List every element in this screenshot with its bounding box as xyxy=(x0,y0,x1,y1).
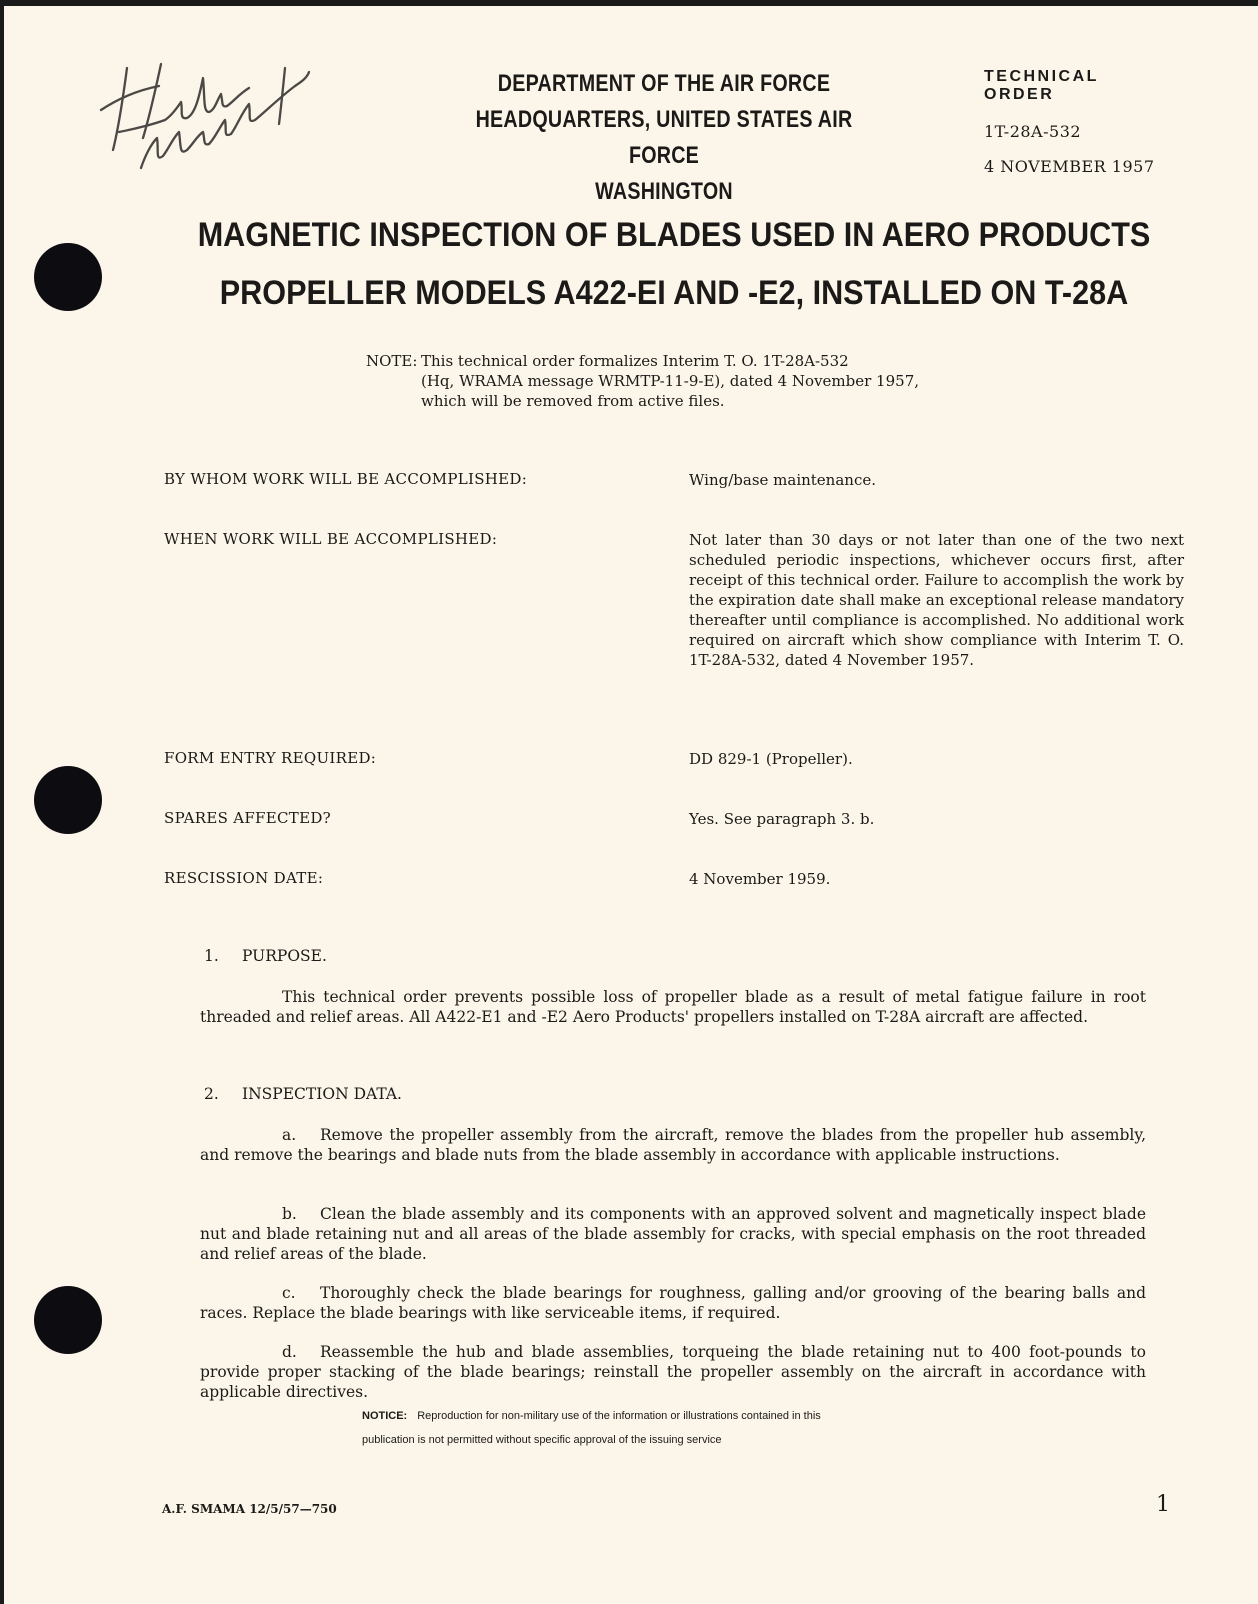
print-code: A.F. SMAMA 12/5/57—750 xyxy=(162,1502,337,1516)
punch-hole-middle xyxy=(34,766,102,834)
paragraph-2c xyxy=(200,1283,1146,1323)
field-label-by-whom: BY WHOM WORK WILL BE ACCOMPLISHED: xyxy=(164,470,528,488)
notice-label: NOTICE: xyxy=(362,1410,408,1422)
document-title xyxy=(197,206,1151,322)
order-number: 1T-28A-532 xyxy=(984,122,1082,141)
signature-icon xyxy=(99,28,339,178)
field-value-form-entry: DD 829-1 (Propeller). xyxy=(689,750,853,768)
note-label: NOTE: xyxy=(366,352,418,370)
technical-order-block xyxy=(984,68,1184,176)
notice-line-1: Reproduction for non-military use of the information or illustrations contained in this xyxy=(417,1410,821,1422)
page-number: 1 xyxy=(1156,1492,1170,1517)
section-title: PURPOSE. xyxy=(242,947,327,965)
section-1-heading xyxy=(204,947,327,965)
paragraph-text: Thoroughly check the blade bearings for roughness, galling and/or grooving of the bearing balls and races. Replace the blade bearings with like serviceable items, if required. xyxy=(200,1284,1146,1322)
document-page xyxy=(4,6,1258,1604)
section-number: 2. xyxy=(204,1085,219,1103)
field-label-spares: SPARES AFFECTED? xyxy=(164,809,332,827)
field-label-form-entry: FORM ENTRY REQUIRED: xyxy=(164,749,377,767)
paragraph-letter: b. xyxy=(282,1205,297,1223)
agency-header xyxy=(443,66,886,210)
agency-line-3: WASHINGTON xyxy=(595,178,733,205)
paragraph-2b xyxy=(200,1204,1146,1264)
agency-line-1: DEPARTMENT OF THE AIR FORCE xyxy=(497,70,831,97)
paragraph-letter: c. xyxy=(282,1284,296,1302)
field-value-by-whom: Wing/base maintenance. xyxy=(689,471,876,489)
notice-line-2: publication is not permitted without specific approval of the issuing service xyxy=(362,1434,722,1446)
section-2-heading xyxy=(204,1085,402,1103)
paragraph-text: Remove the propeller assembly from the aircraft, remove the blades from the propeller hub assembly, and remove the bearings and blade nuts from the blade assembly in accordance with applicable instructions. xyxy=(200,1126,1146,1164)
field-value-when: Not later than 30 days or not later than one of the two next scheduled periodic inspections, whichever occurs first, after receipt of this technical order. Failure to accomplish the work by the expiration date shall make an exceptional release mandatory thereafter until compliance is accomplished. No additional work required on aircraft which show compliance with Interim T. O. 1T-28A-532, dated 4 November 1957. xyxy=(689,531,1184,669)
paragraph-2a xyxy=(200,1125,1146,1165)
section-number: 1. xyxy=(204,947,219,965)
punch-hole-top xyxy=(34,243,102,311)
paragraph-text: Clean the blade assembly and its components with an approved solvent and magnetically inspect blade nut and blade retaining nut and all areas of the blade assembly for cracks, with special emphasis on the root threaded and relief areas of the blade. xyxy=(200,1205,1146,1263)
order-date: 4 NOVEMBER 1957 xyxy=(984,157,1155,176)
note-block xyxy=(366,351,1006,411)
section-1-text: This technical order prevents possible loss of propeller blade as a result of metal fatigue failure in root threaded and relief areas. All A422-E1 and -E2 Aero Products' propellers installed on T-28A aircraft are affected. xyxy=(200,988,1146,1026)
note-line-1: This technical order formalizes Interim T. O. 1T-28A-532 xyxy=(421,352,849,370)
field-label-when: WHEN WORK WILL BE ACCOMPLISHED: xyxy=(164,530,498,548)
paragraph-text: Reassemble the hub and blade assemblies, torqueing the blade retaining nut to 400 foot-pounds to provide proper stacking of the blade bearings; reinstall the propeller assembly on the aircraft in accordance with applicable directives. xyxy=(200,1343,1146,1401)
paragraph-2d xyxy=(200,1342,1146,1402)
title-line-2: PROPELLER MODELS A422-EI AND -E2, INSTALLED ON T-28A xyxy=(219,274,1129,312)
agency-line-2: HEADQUARTERS, UNITED STATES AIR FORCE xyxy=(475,106,853,169)
field-label-rescission: RESCISSION DATE: xyxy=(164,869,324,887)
document-type: TECHNICAL ORDER xyxy=(984,68,1099,103)
field-value-rescission: 4 November 1959. xyxy=(689,870,831,888)
punch-hole-bottom xyxy=(34,1286,102,1354)
handwritten-annotation xyxy=(99,28,339,178)
title-line-1: MAGNETIC INSPECTION OF BLADES USED IN AERO PRODUCTS xyxy=(197,216,1151,254)
reproduction-notice xyxy=(362,1404,982,1452)
paragraph-letter: a. xyxy=(282,1126,297,1144)
note-line-3: which will be removed from active files. xyxy=(421,392,725,410)
field-value-spares: Yes. See paragraph 3. b. xyxy=(689,810,875,828)
paragraph-letter: d. xyxy=(282,1343,297,1361)
note-line-2: (Hq, WRAMA message WRMTP-11-9-E), dated 4 November 1957, xyxy=(421,372,920,390)
section-title: INSPECTION DATA. xyxy=(242,1085,402,1103)
